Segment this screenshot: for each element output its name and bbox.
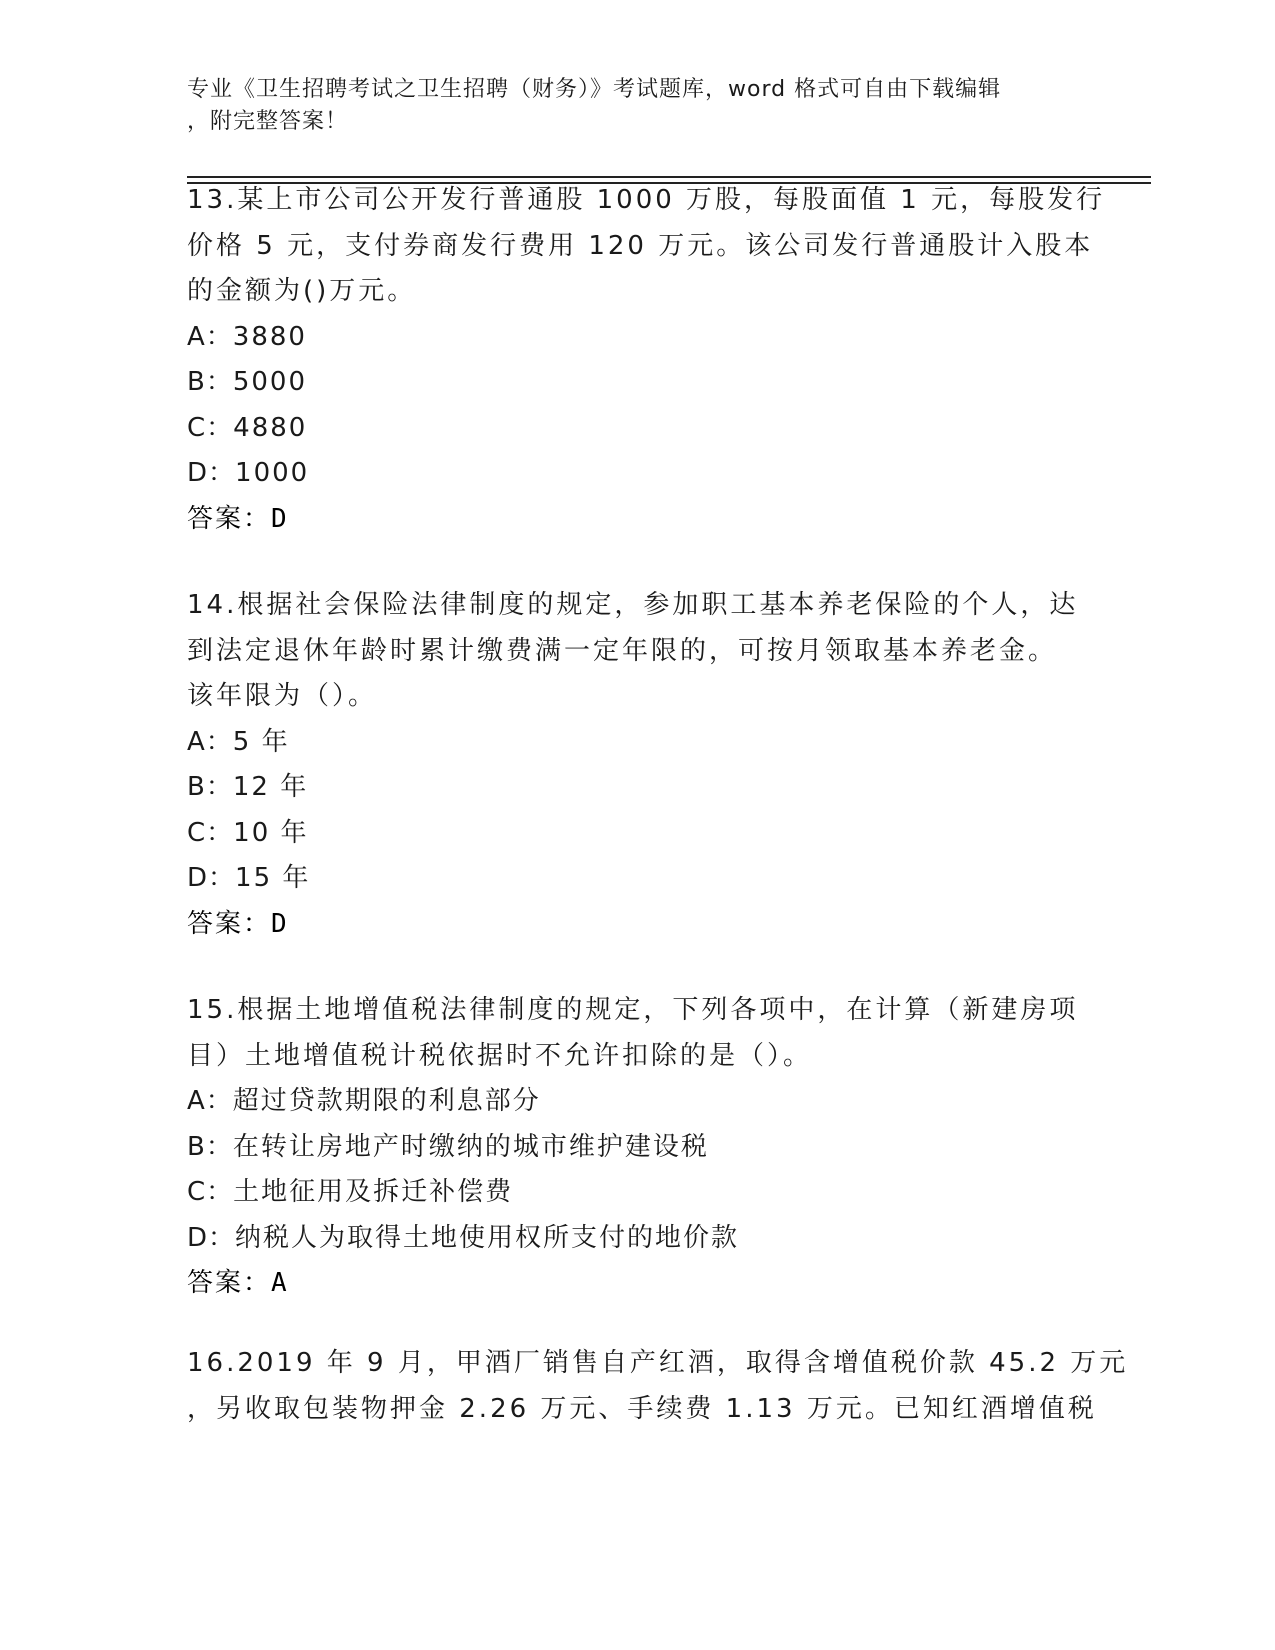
question-16 <box>187 1341 1129 1432</box>
option-text: 超过贷款期限的利息部分 <box>232 1086 541 1116</box>
option-text: 4880 <box>233 412 308 443</box>
question-text-line: 14.根据社会保险法律制度的规定，参加职工基本养老保险的个人，达 <box>187 590 1079 620</box>
answer-value: A <box>271 1268 289 1298</box>
option-a <box>187 720 1077 766</box>
option-a <box>187 1079 1077 1125</box>
question-text-line: 到法定退休年龄时累计缴费满一定年限的，可按月领取基本养老金。 <box>187 635 1058 666</box>
option-letter: C： <box>187 1177 234 1207</box>
option-text: 15 年 <box>235 863 311 893</box>
question-text-line: 目）土地增值税计税依据时不允许扣除的是（）。 <box>187 1040 813 1071</box>
option-c <box>187 406 1077 452</box>
question-text-line: 的金额为()万元。 <box>187 276 417 306</box>
header-line-2: ，附完整答案！ <box>187 109 349 134</box>
option-letter: A： <box>187 1086 233 1116</box>
option-letter: B： <box>187 367 233 397</box>
question-text-line: 13.某上市公司公开发行普通股 1000 万股，每股面值 1 元，每股发行 <box>187 185 1106 215</box>
option-c <box>187 811 1077 857</box>
option-c <box>187 1170 1077 1216</box>
option-letter: A： <box>187 321 233 352</box>
question-14 <box>187 583 1077 947</box>
answer-label: 答案： <box>187 1268 272 1298</box>
answer-label: 答案： <box>187 503 272 534</box>
question-text-line: 16.2019 年 9 月，甲酒厂销售自产红酒，取得含增值税价款 45.2 万元 <box>187 1348 1129 1378</box>
option-letter: C： <box>187 412 234 443</box>
option-text: 10 年 <box>233 817 309 848</box>
option-text: 12 年 <box>232 772 309 802</box>
question-text-line: 价格 5 元，支付券商发行费用 120 万元。该公司发行普通股计入股本 <box>187 230 1094 261</box>
answer-value: D <box>271 908 289 939</box>
option-letter: B： <box>187 1131 233 1162</box>
header-line-1: 专业《卫生招聘考试之卫生招聘（财务）》考试题库，word 格式可自由下载编辑 <box>187 77 1002 102</box>
answer-line <box>187 902 1077 948</box>
option-letter: C： <box>187 817 234 848</box>
question-text-line: ，另收取包装物押金 2.26 万元、手续费 1.13 万元。已知红酒增值税 <box>187 1393 1097 1424</box>
option-letter: D： <box>187 458 236 488</box>
option-b <box>187 360 1077 406</box>
option-d <box>187 1216 1077 1262</box>
option-letter: A： <box>187 726 233 757</box>
answer-line <box>187 497 1077 543</box>
question-13 <box>187 178 1106 542</box>
option-text: 3880 <box>232 321 307 352</box>
document-header <box>187 74 1067 138</box>
option-letter: D： <box>187 863 236 893</box>
question-text-line: 15.根据土地增值税法律制度的规定，下列各项中，在计算（新建房项 <box>187 995 1079 1025</box>
option-text: 在转让房地产时缴纳的城市维护建设税 <box>232 1131 709 1162</box>
answer-label: 答案： <box>187 908 272 939</box>
option-letter: B： <box>187 772 233 802</box>
option-d <box>187 451 1077 497</box>
answer-line <box>187 1261 1077 1307</box>
answer-value: D <box>271 503 289 534</box>
option-text: 5000 <box>232 367 308 397</box>
option-text: 纳税人为取得土地使用权所支付的地价款 <box>235 1222 740 1253</box>
option-a <box>187 315 1077 361</box>
option-b <box>187 1125 1077 1171</box>
option-d <box>187 856 1077 902</box>
option-text: 1000 <box>235 458 310 488</box>
option-text: 5 年 <box>232 726 290 757</box>
option-text: 土地征用及拆迁补偿费 <box>233 1177 514 1207</box>
option-letter: D： <box>187 1222 236 1253</box>
question-15 <box>187 988 1077 1307</box>
question-text-line: 该年限为（）。 <box>187 681 378 711</box>
option-b <box>187 765 1077 811</box>
